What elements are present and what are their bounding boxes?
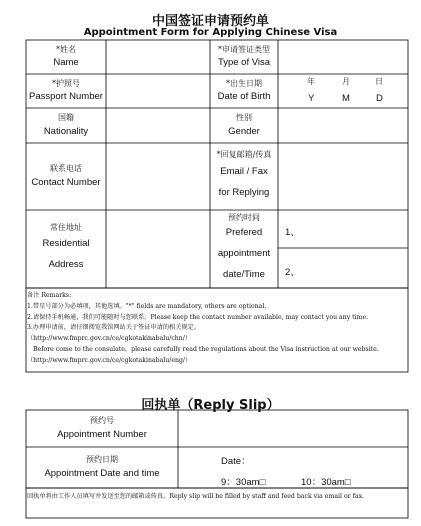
reply-slip-title: 回执单（Reply Slip）: [141, 398, 280, 413]
slot-2-marker: 2、: [285, 267, 300, 278]
name-label-cn: *姓名: [56, 44, 76, 54]
appointment-number-field[interactable]: [179, 411, 407, 446]
time-option-1030[interactable]: 10：30am□: [301, 477, 351, 488]
nationality-field[interactable]: [107, 109, 209, 142]
reply-label-cn: *回复邮箱/传真: [216, 149, 272, 159]
reply-label-cell: [210, 143, 278, 210]
passport-field[interactable]: [107, 75, 209, 107]
dob-label-en: Date of Birth: [217, 91, 271, 103]
remarks-section: [27, 291, 407, 367]
dob-field[interactable]: [279, 75, 407, 107]
appointment-number-label-cell: [26, 410, 178, 447]
preferred-time-label-en-2: appointment: [217, 247, 271, 259]
gender-label-cn: 性别: [236, 113, 252, 123]
year-unit-en: Y: [308, 93, 315, 104]
address-field[interactable]: [107, 211, 209, 287]
address-label-cn: 常住地址: [50, 222, 82, 232]
address-label-en-1: Residential: [42, 238, 90, 250]
appointment-datetime-label-cell: [26, 447, 178, 488]
gender-label-en: Gender: [228, 125, 260, 137]
visa-type-label-cn: *申请签证类型: [218, 44, 270, 54]
remarks-line-3: 3.办理申请前，请仔细阅览我馆网站关于签证申请的相关规定。: [27, 324, 200, 332]
appointment-datetime-field: [179, 448, 407, 487]
passport-label-en: Passport Number: [29, 91, 103, 103]
preferred-time-label-en-3: date/Time: [223, 268, 265, 280]
form-title-chinese: 中国签证申请预约单: [151, 14, 269, 29]
time-option-930[interactable]: 9：30am□: [221, 477, 266, 488]
remarks-heading: 备注 Remarks:: [27, 292, 72, 299]
nationality-label-en: Nationality: [43, 125, 89, 137]
contact-label-cn: 联系电话: [50, 164, 82, 174]
date-label: Date：: [221, 456, 251, 467]
reply-email-fax-field[interactable]: [279, 144, 407, 209]
form-title-english: Appointment Form for Applying Chinese Visa: [83, 27, 338, 38]
visa-type-label-en: Type of Visa: [217, 57, 271, 69]
appointment-datetime-label-cn: 预约日期: [86, 454, 118, 464]
day-unit-en: D: [376, 93, 383, 104]
name-label-en: Name: [53, 57, 79, 69]
gender-field[interactable]: [279, 109, 407, 142]
remarks-line-2: 2.请保持手机畅通，我们可能随时与您联系。Please keep the contact number available, may contact you any time.: [27, 313, 369, 321]
address-label-en-2: Address: [48, 259, 84, 271]
preferred-time-label-cn: 预约时间: [228, 213, 260, 223]
passport-label-cell: [26, 74, 106, 108]
appointment-number-label-cn: 预约号: [90, 415, 114, 425]
preferred-time-label-cell: [210, 210, 278, 288]
gender-label-cell: [210, 108, 278, 143]
day-unit-cn: 日: [375, 77, 383, 86]
contact-field[interactable]: [107, 144, 209, 209]
preferred-time-label-en-1: Prefered: [225, 226, 263, 238]
remarks-line-1: 1.带星号部分为必填项，其他选填。"*" fields are mandatory, others are optional.: [27, 302, 267, 310]
address-label-cell: [26, 210, 106, 288]
slot-1-marker: 1、: [285, 227, 300, 238]
preferred-time-slot-2[interactable]: [279, 249, 407, 287]
contact-label-en: Contact Number: [31, 176, 101, 188]
name-label-cell: [26, 40, 106, 74]
reply-label-en-1: Email / Fax: [220, 166, 268, 178]
contact-label-cell: [26, 143, 106, 210]
month-unit-cn: 月: [342, 77, 350, 86]
remarks-line-4: Before come to the consulate，please carefully read the regulations about the Visa instruction at our website.: [33, 345, 379, 353]
remarks-link-chn[interactable]: （http://www.fmprc.gov.cn/ce/cgkotakinabalu/chn/）: [27, 335, 192, 343]
passport-label-cn: *护照号: [52, 78, 80, 88]
appointment-datetime-label-en: Appointment Date and time: [44, 468, 160, 480]
visa-type-label-cell: [210, 40, 278, 74]
preferred-time-slot-1[interactable]: [279, 211, 407, 247]
reply-label-en-2: for Replying: [218, 187, 270, 199]
nationality-label-cell: [26, 108, 106, 143]
visa-type-field[interactable]: [279, 41, 407, 73]
remarks-link-eng[interactable]: （http://www.fmprc.gov.cn/ce/cgkotakinabalu/eng/）: [27, 356, 192, 364]
month-unit-en: M: [342, 93, 350, 104]
dob-label-cell: [210, 74, 278, 108]
year-unit-cn: 年: [307, 77, 315, 86]
nationality-label-cn: 国籍: [58, 113, 74, 123]
name-field[interactable]: [107, 41, 209, 73]
dob-label-cn: *出生日期: [226, 78, 262, 88]
reply-slip-footer: 回执单将由工作人员填写并发送至您的邮箱或传真。Reply slip will be filled by staff and feed back via email or fax.: [27, 493, 365, 500]
appointment-number-label-en: Appointment Number: [57, 429, 147, 441]
